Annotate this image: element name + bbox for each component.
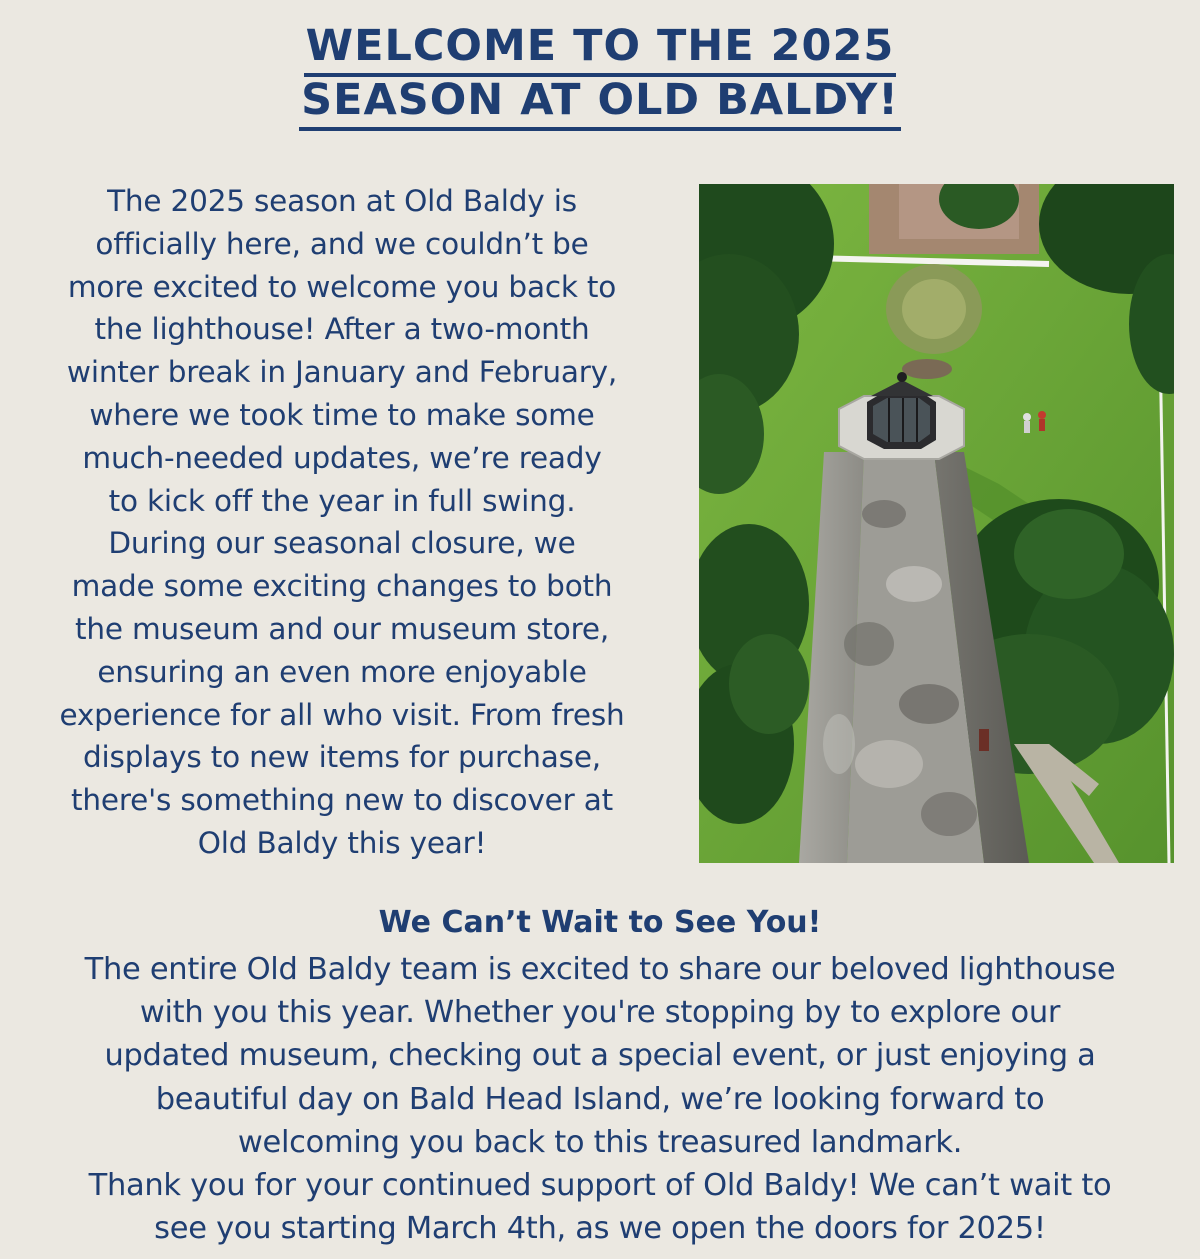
intro-line: The 2025 season at Old Baldy is [107, 184, 577, 218]
intro-line: made some exciting changes to both [71, 569, 613, 604]
intro-paragraph [4, 180, 680, 865]
intro-line: displays to new items for purchase, [83, 740, 601, 775]
intro-line: the museum and our museum store, [74, 611, 610, 646]
lighthouse-illustration [699, 184, 1174, 863]
intro-line: Old Baldy this year! [197, 825, 487, 860]
intro-line: there's something new to discover at [71, 783, 613, 818]
closing-line: The entire Old Baldy team is excited to share our beloved lighthouse [84, 952, 1116, 987]
closing-paragraph [0, 948, 1200, 1250]
title-line-2: SEASON AT OLD BALDY! [0, 76, 1200, 124]
intro-line: winter break in January and February, [66, 355, 618, 390]
intro-line: the lighthouse! After a two-month [94, 312, 590, 347]
intro-line: officially here, and we couldn’t be [95, 226, 589, 261]
page-title [0, 22, 1200, 124]
intro-line: much-needed updates, we’re ready [82, 440, 602, 475]
closing-line: beautiful day on Bald Head Island, we’re looking forward to [155, 1081, 1045, 1117]
title-line-1: WELCOME TO THE 2025 [0, 22, 1200, 70]
intro-line: where we took time to make some [89, 397, 595, 432]
intro-line: ensuring an even more enjoyable [97, 654, 587, 689]
intro-line: to kick off the year in full swing. [108, 483, 576, 518]
intro-line: more excited to welcome you back to [67, 269, 617, 304]
closing-line: Thank you for your continued support of Old Baldy! We can’t wait to [88, 1168, 1112, 1204]
intro-line: experience for all who visit. From fresh [59, 697, 625, 732]
closing-line: welcoming you back to this treasured landmark. [237, 1124, 963, 1160]
closing-line: see you starting March 4th, as we open the doors for 2025! [154, 1211, 1046, 1247]
section-heading: We Can’t Wait to See You! [378, 905, 822, 940]
closing-line: updated museum, checking out a special event, or just enjoying a [104, 1038, 1096, 1074]
aerial-lighthouse-photo [699, 184, 1174, 863]
intro-line: During our seasonal closure, we [108, 526, 576, 561]
closing-line: with you this year. Whether you're stopping by to explore our [139, 995, 1061, 1031]
